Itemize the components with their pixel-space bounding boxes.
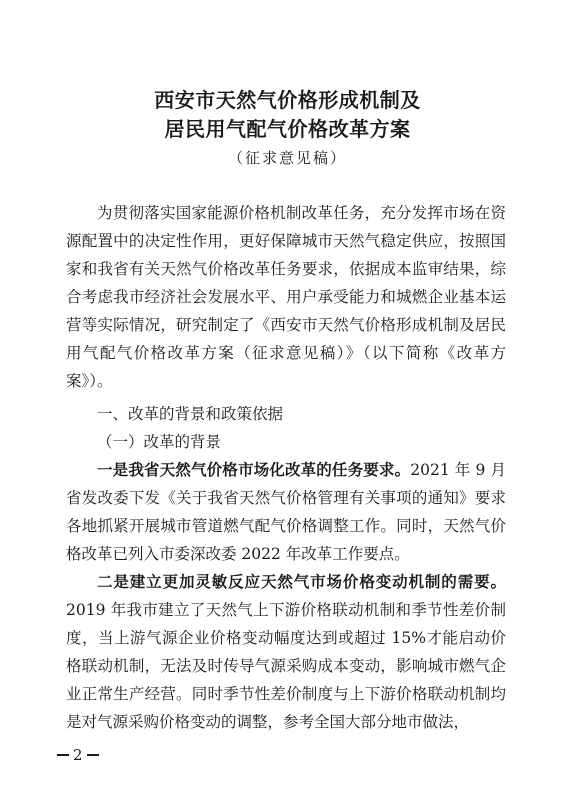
document-title-line-2: 居民用气配气价格改革方案 (164, 117, 411, 141)
paragraph-text: 2019 年我市建立了天然气上下游价格联动机制和季节性差价制度，当上游气源企业价格变动幅度达到或超过 15%才能启动价格联动机制，无法及时传导气源采购成本变动，影响城市燃气企业正常生产经营。同时季节性差价制度与上下游价格联动机制均是对气源采购价格变动的调整，参考全国大部分地市做法， (66, 601, 506, 731)
page-footer (57, 746, 99, 764)
dash-icon (57, 754, 69, 756)
paragraph-text: 2021 年 9 月省发改委下发《关于我省天然气价格管理有关事项的通知》要求各地抓紧开展城市管道燃气配气价格调整工作。同时，天然气价格改革已列入市委深改委 2022 年改革工作要点。 (66, 461, 506, 563)
paragraph-lead: 一是我省天然气价格市场化改革的任务要求。 (97, 460, 411, 479)
document-title-line-1: 西安市天然气价格形成机制及 (154, 88, 421, 112)
subsection-heading: （一）改革的背景 (97, 433, 222, 451)
paragraph-lead: 二是建立更加灵敏反应天然气市场价格变动机制的需要。 (97, 572, 506, 591)
page-number: 2 (73, 746, 83, 764)
section-heading: 一、改革的背景和政策依据 (97, 405, 284, 423)
document-subtitle: （征求意见稿） (227, 149, 347, 167)
paragraph-price-mechanism (66, 568, 506, 736)
paragraph-reform-task (66, 456, 506, 568)
intro-paragraph: 为贯彻落实国家能源价格机制改革任务，充分发挥市场在资源配置中的决定性作用，更好保障城市天然气稳定供应，按照国家和我省有关天然气价格改革任务要求，依据成本监审结果，综合考虑我市经济社会发展水平、用户承受能力和城燃企业基本运营等实际情况，研究制定了《西安市天然气价格形成机制及居民用气配气价格改革方案（征求意见稿）》（以下简称《改革方案》）。 (66, 204, 506, 390)
dash-icon (87, 754, 99, 756)
